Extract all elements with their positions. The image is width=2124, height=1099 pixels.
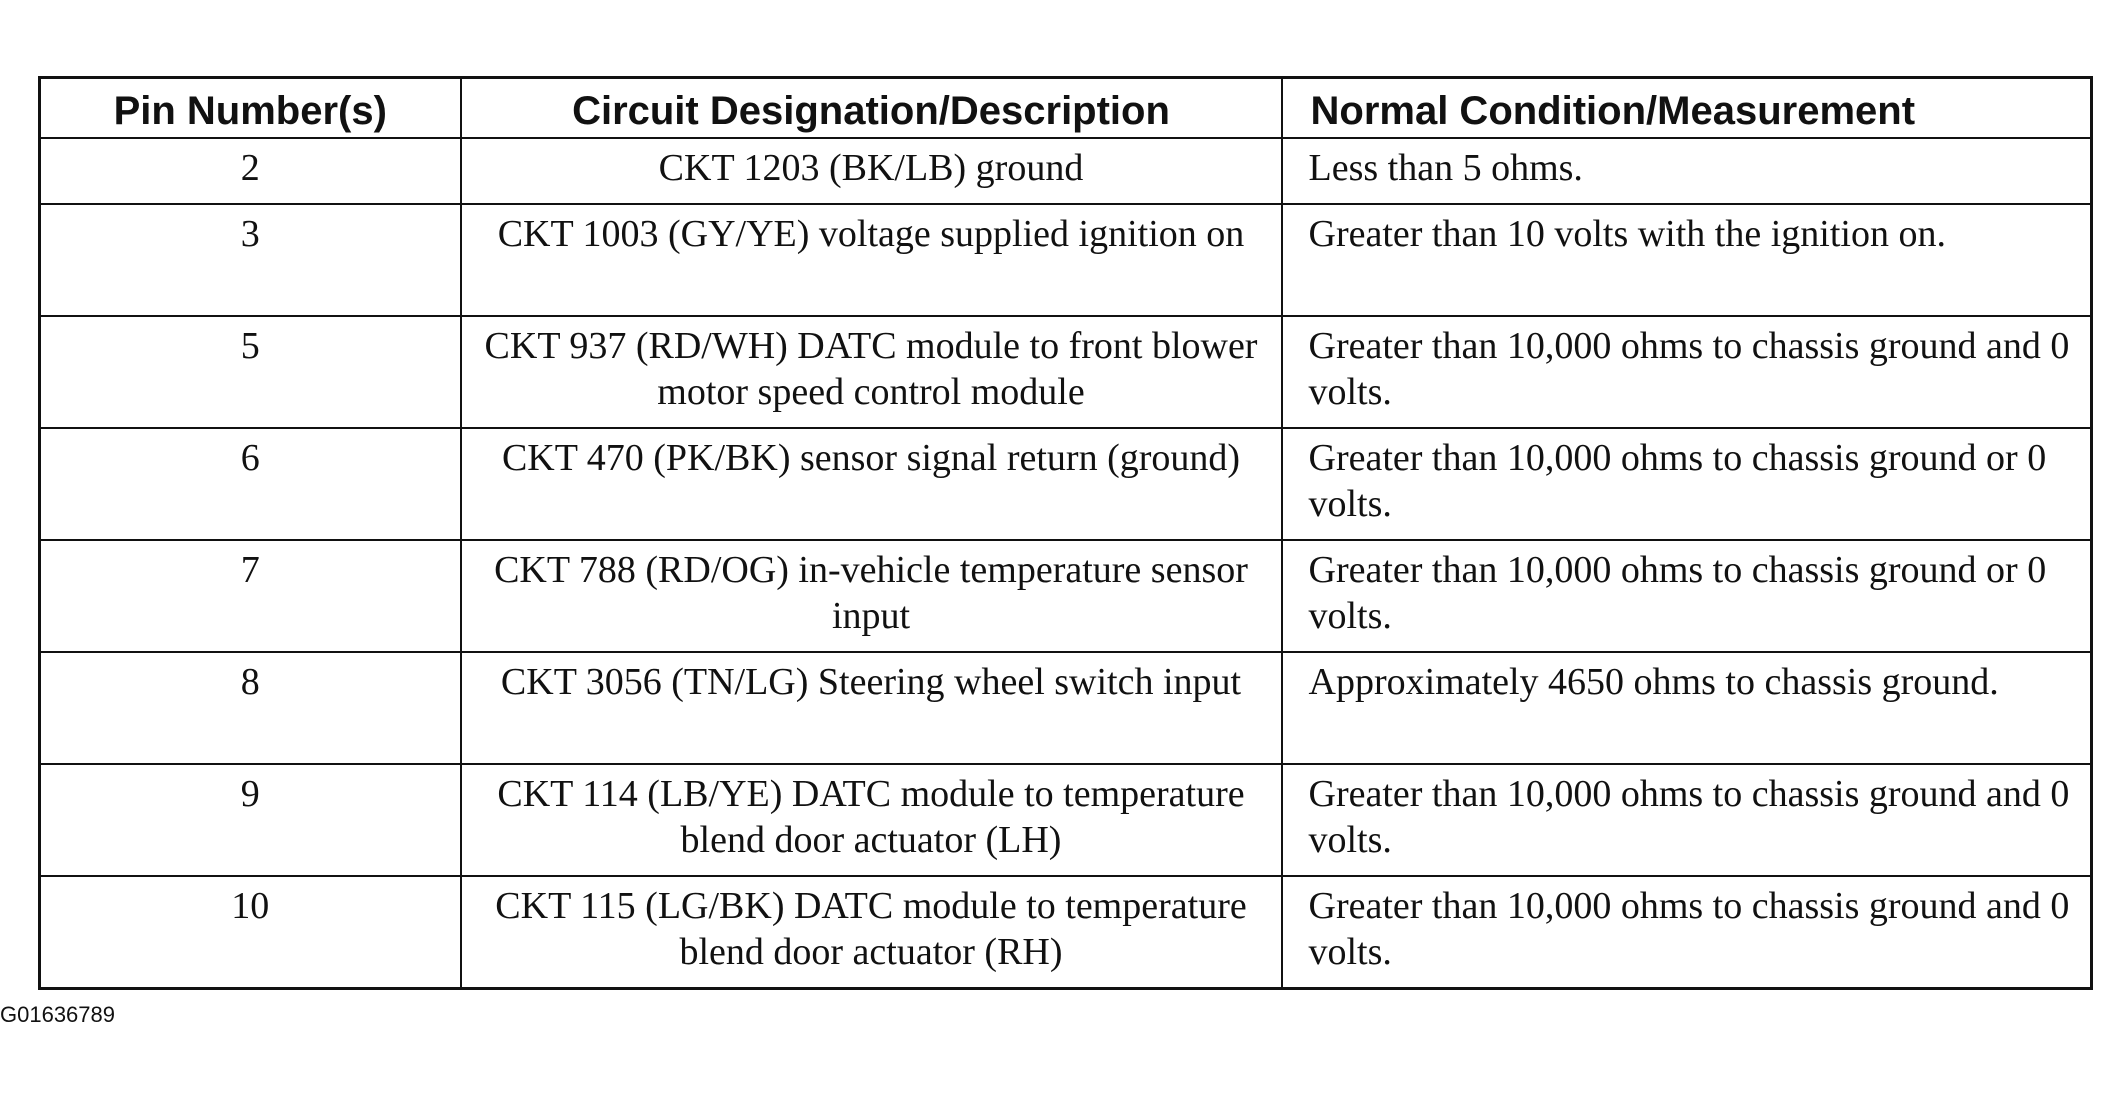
header-pin-number: Pin Number(s) xyxy=(40,78,461,138)
table-row xyxy=(40,316,2092,428)
table-row xyxy=(40,540,2092,652)
circuit-cell: CKT 1003 (GY/YE) voltage supplied ignition on xyxy=(461,204,1282,316)
measurement-cell: Greater than 10,000 ohms to chassis ground and 0 volts. xyxy=(1282,764,2092,876)
circuit-cell: CKT 114 (LB/YE) DATC module to temperature blend door actuator (LH) xyxy=(461,764,1282,876)
measurement-cell: Greater than 10,000 ohms to chassis ground or 0 volts. xyxy=(1282,428,2092,540)
circuit-cell: CKT 3056 (TN/LG) Steering wheel switch input xyxy=(461,652,1282,764)
table-row xyxy=(40,428,2092,540)
header-normal-condition: Normal Condition/Measurement xyxy=(1282,78,2092,138)
pin-cell: 10 xyxy=(40,876,461,989)
table-row xyxy=(40,876,2092,989)
table-body xyxy=(40,138,2092,989)
pin-cell: 5 xyxy=(40,316,461,428)
pin-cell: 2 xyxy=(40,138,461,204)
circuit-cell: CKT 937 (RD/WH) DATC module to front blower motor speed control module xyxy=(461,316,1282,428)
figure-id: G01636789 xyxy=(0,1002,115,1027)
pin-measurement-table xyxy=(38,76,2093,990)
header-row xyxy=(40,78,2092,138)
table-row xyxy=(40,764,2092,876)
pin-cell: 7 xyxy=(40,540,461,652)
table-row xyxy=(40,652,2092,764)
circuit-cell: CKT 470 (PK/BK) sensor signal return (ground) xyxy=(461,428,1282,540)
measurement-cell: Approximately 4650 ohms to chassis ground. xyxy=(1282,652,2092,764)
circuit-cell: CKT 115 (LG/BK) DATC module to temperature blend door actuator (RH) xyxy=(461,876,1282,989)
circuit-cell: CKT 1203 (BK/LB) ground xyxy=(461,138,1282,204)
pin-cell: 6 xyxy=(40,428,461,540)
table-row xyxy=(40,204,2092,316)
table-header xyxy=(40,78,2092,138)
pin-cell: 9 xyxy=(40,764,461,876)
measurement-cell: Greater than 10 volts with the ignition on. xyxy=(1282,204,2092,316)
pin-cell: 3 xyxy=(40,204,461,316)
measurement-cell: Greater than 10,000 ohms to chassis ground and 0 volts. xyxy=(1282,876,2092,989)
measurement-cell: Less than 5 ohms. xyxy=(1282,138,2092,204)
measurement-cell: Greater than 10,000 ohms to chassis ground or 0 volts. xyxy=(1282,540,2092,652)
table-row xyxy=(40,138,2092,204)
circuit-cell: CKT 788 (RD/OG) in-vehicle temperature sensor input xyxy=(461,540,1282,652)
pin-cell: 8 xyxy=(40,652,461,764)
measurement-cell: Greater than 10,000 ohms to chassis ground and 0 volts. xyxy=(1282,316,2092,428)
header-circuit-description: Circuit Designation/Description xyxy=(461,78,1282,138)
